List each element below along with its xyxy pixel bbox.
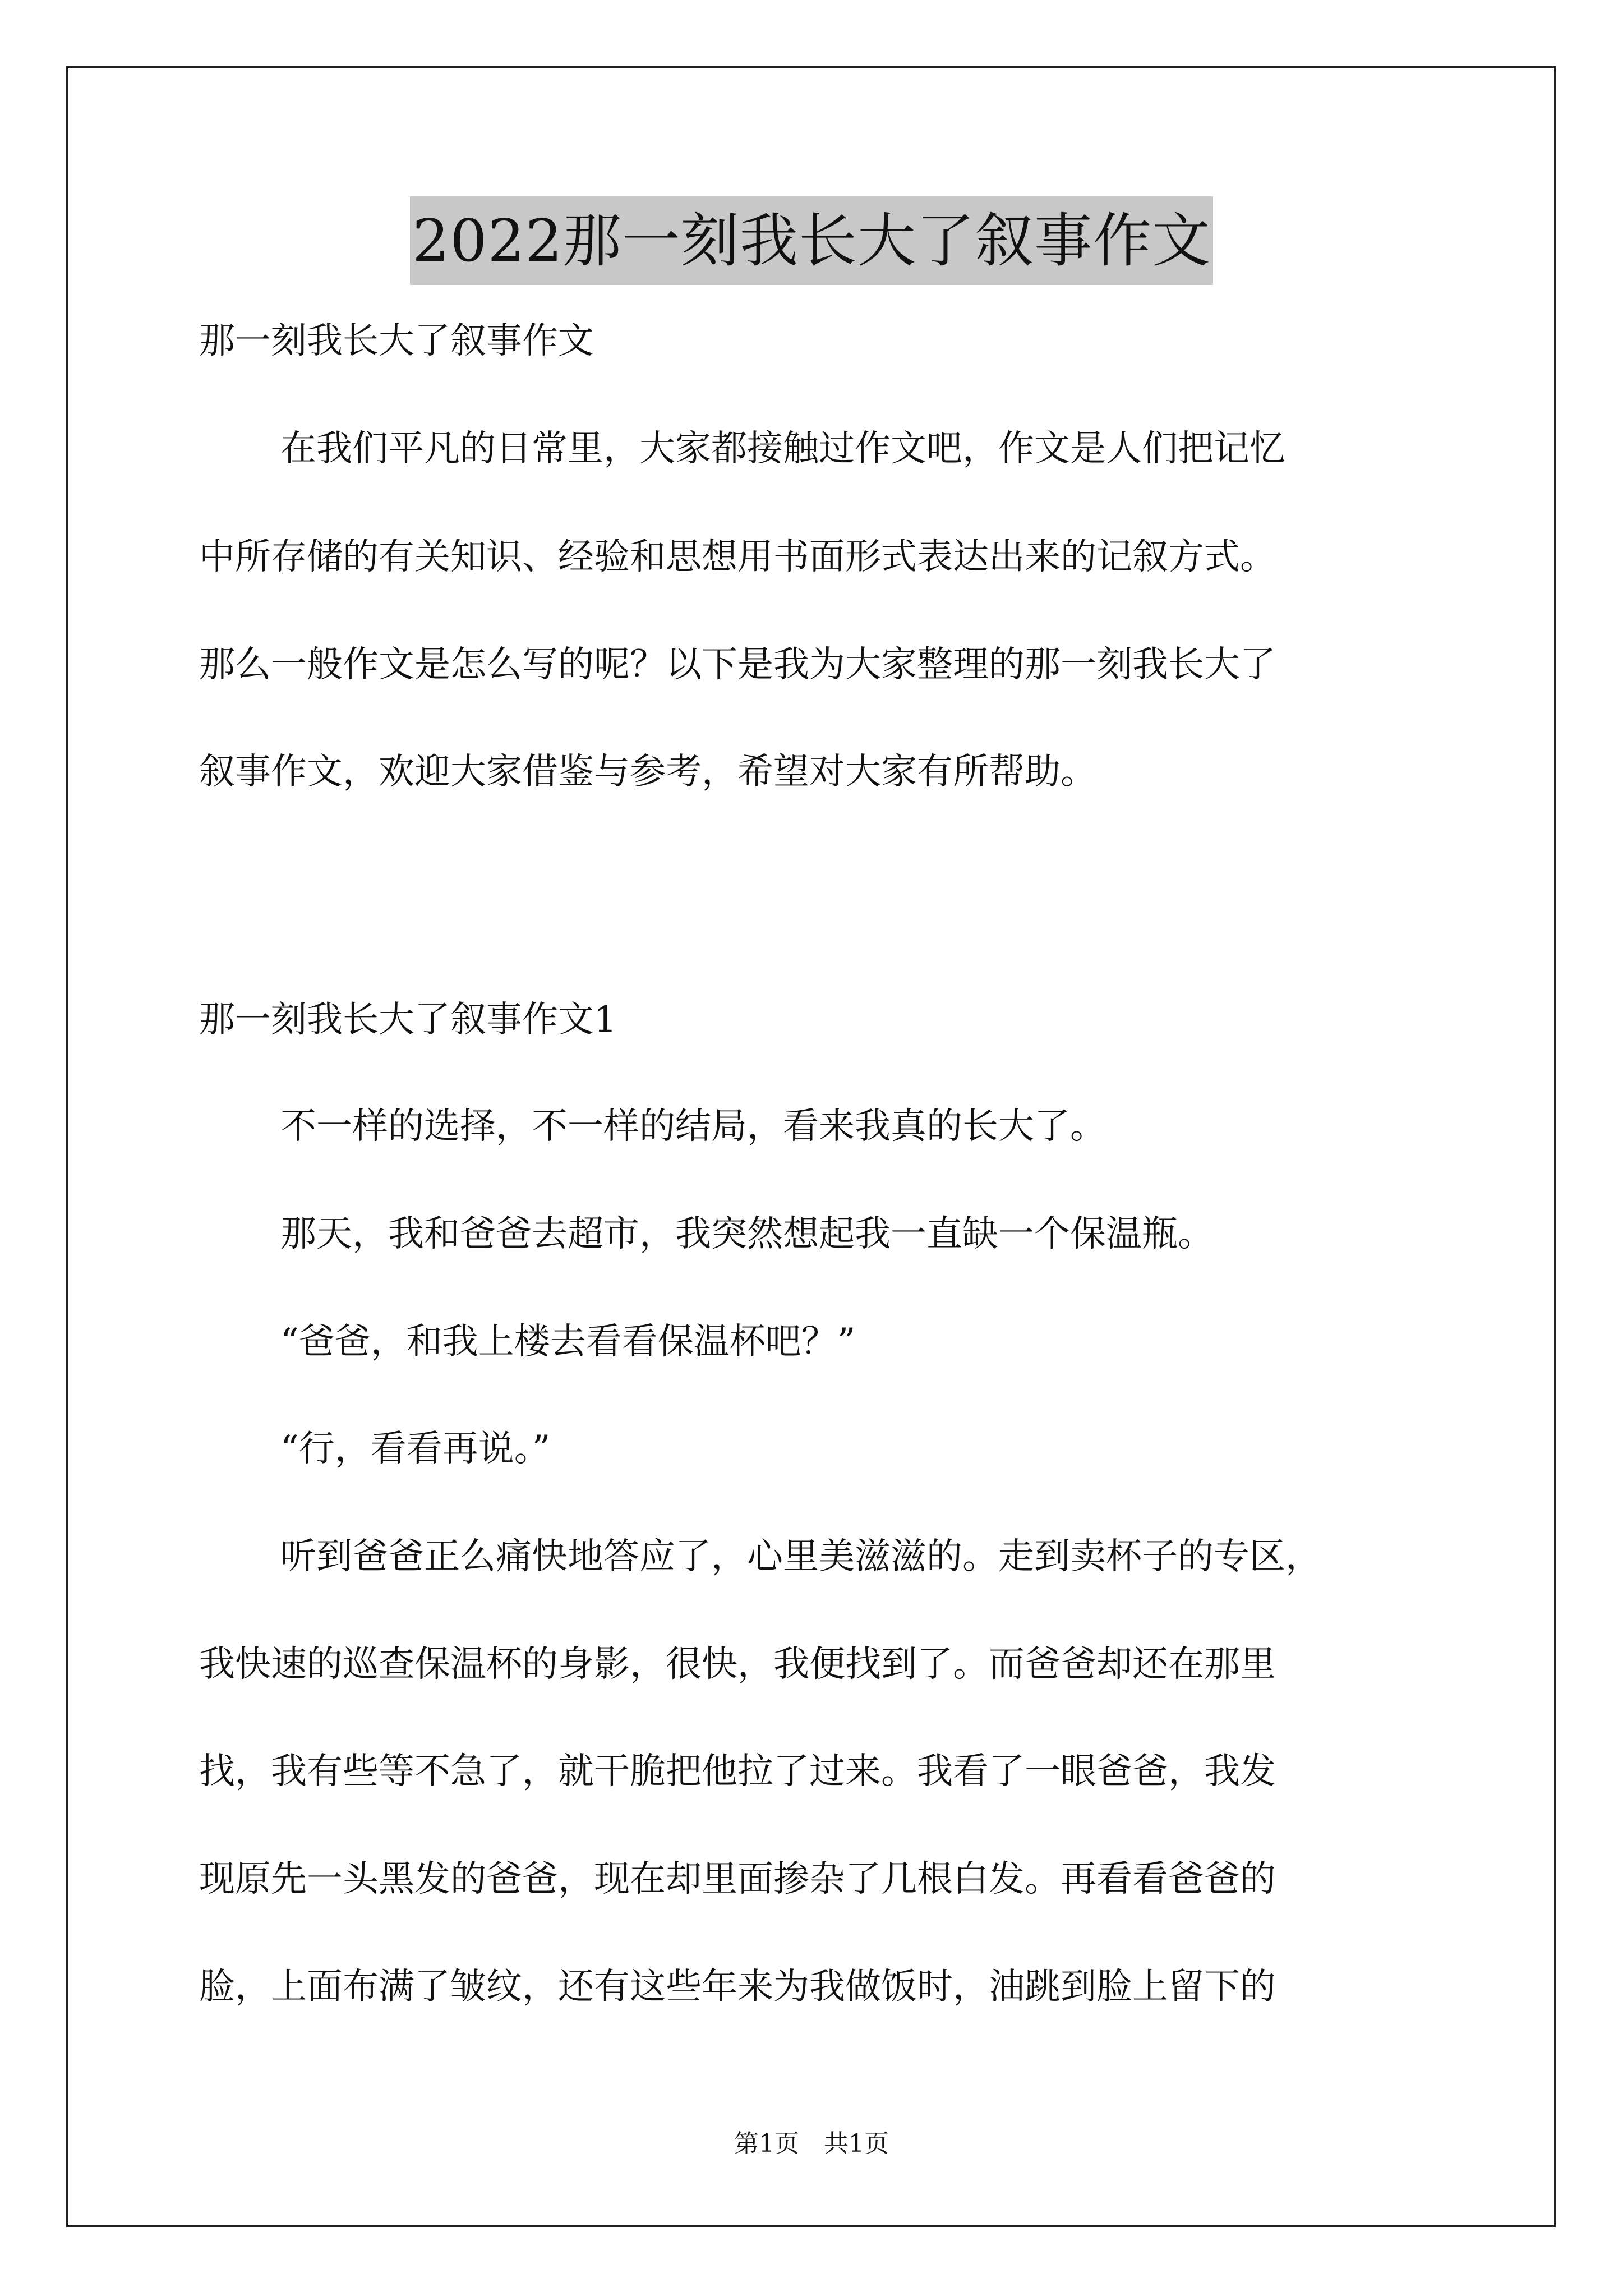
page-number-footer: 第1页 共1页	[734, 2129, 889, 2158]
intro-line-1: 在我们平凡的日常里，大家都接触过作文吧，作文是人们把记忆	[280, 428, 1285, 470]
paragraph-5-line-3: 找，我有些等不急了，就干脆把他拉了过来。我看了一眼爸爸，我发	[199, 1751, 1276, 1792]
intro-line-2: 中所存储的有关知识、经验和思想用书面形式表达出来的记叙方式。	[199, 536, 1276, 578]
section-heading: 那一刻我长大了叙事作文1	[199, 999, 617, 1041]
intro-line-3: 那么一般作文是怎么写的呢？以下是我为大家整理的那一刻我长大了	[199, 644, 1276, 685]
paragraph-2: 那天，我和爸爸去超市，我突然想起我一直缺一个保温瓶。	[280, 1213, 1214, 1255]
paragraph-5-line-2: 我快速的巡查保温杯的身影，很快，我便找到了。而爸爸却还在那里	[199, 1644, 1276, 1685]
title-container	[0, 196, 1623, 285]
document-title: 2022那一刻我长大了叙事作文	[410, 196, 1213, 285]
intro-line-4: 叙事作文，欢迎大家借鉴与参考，希望对大家有所帮助。	[199, 751, 1096, 793]
paragraph-5-line-1: 听到爸爸正么痛快地答应了，心里美滋滋的。走到卖杯子的专区，	[280, 1536, 1321, 1577]
subtitle: 那一刻我长大了叙事作文	[199, 320, 594, 362]
paragraph-1: 不一样的选择，不一样的结局，看来我真的长大了。	[280, 1106, 1106, 1147]
paragraph-5-line-5: 脸，上面布满了皱纹，还有这些年来为我做饭时，油跳到脸上留下的	[199, 1966, 1276, 2008]
paragraph-5-line-4: 现原先一头黑发的爸爸，现在却里面掺杂了几根白发。再看看爸爸的	[199, 1858, 1276, 1900]
paragraph-4: “行，看看再说。”	[280, 1428, 551, 1470]
paragraph-3: “爸爸，和我上楼去看看保温杯吧？”	[280, 1321, 856, 1363]
